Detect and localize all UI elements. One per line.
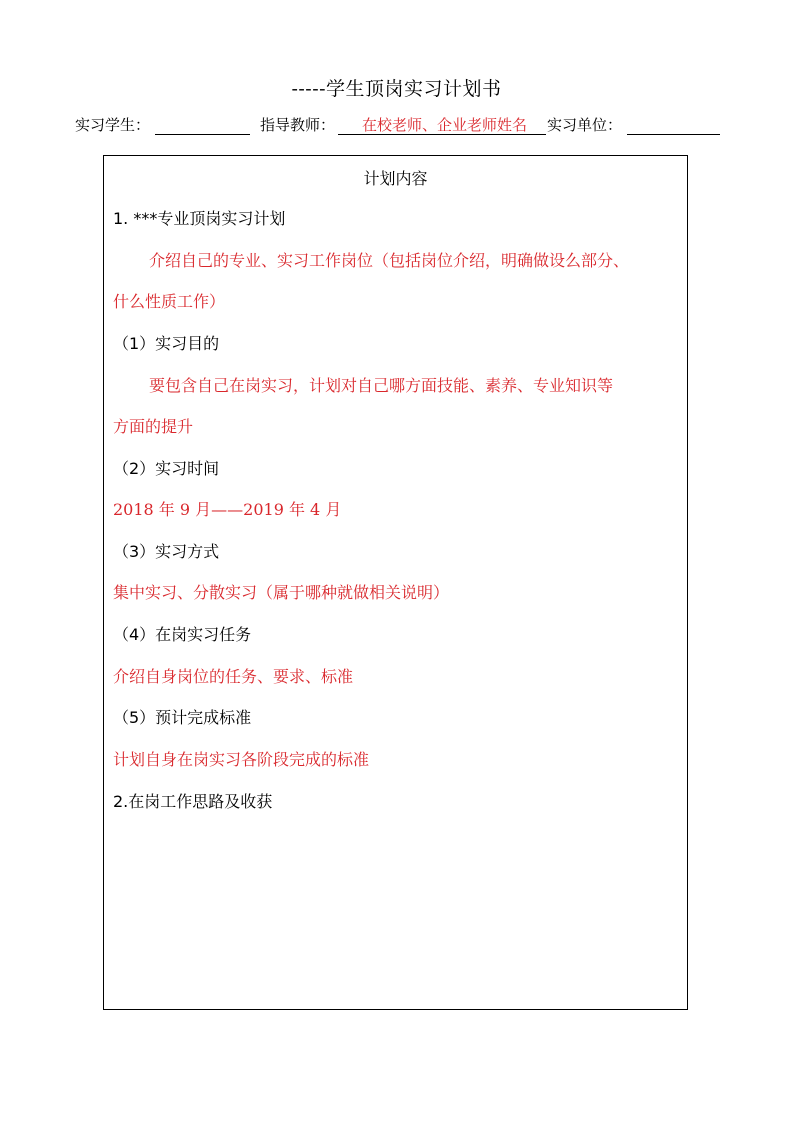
student-field[interactable]	[155, 114, 250, 135]
item4-title: （4）在岗实习任务	[113, 625, 252, 644]
section1-desc-line1: 介绍自己的专业、实习工作岗位（包括岗位介绍，明确做设么部分、	[149, 251, 630, 270]
student-label: 实习学生：	[75, 116, 151, 134]
section1-title: 1. ***专业顶岗实习计划	[113, 209, 286, 228]
item1-desc-line1: 要包含自己在岗实习，计划对自己哪方面技能、素养、专业知识等	[149, 376, 614, 395]
teacher-label: 指导教师：	[260, 116, 336, 134]
item2-title: （2）实习时间	[113, 459, 220, 478]
teacher-name-value: 在校老师、企业老师姓名	[362, 116, 528, 134]
item1-title: （1）实习目的	[113, 334, 220, 353]
unit-label: 实习单位：	[547, 116, 623, 134]
item2-desc: 2018 年 9 月——2019 年 4 月	[113, 500, 342, 519]
section1-desc-line2: 什么性质工作）	[113, 292, 226, 311]
unit-field[interactable]	[627, 114, 720, 135]
plan-content-header: 计划内容	[363, 169, 428, 188]
info-row	[75, 114, 725, 136]
item4-desc: 介绍自身岗位的任务、要求、标准	[113, 667, 354, 686]
item3-title: （3）实习方式	[113, 542, 220, 561]
plan-content-box	[103, 155, 688, 1010]
item5-desc: 计划自身在岗实习各阶段完成的标准	[113, 750, 370, 769]
item3-desc: 集中实习、分散实习（属于哪种就做相关说明）	[113, 583, 450, 602]
item1-desc-line2: 方面的提升	[113, 417, 194, 436]
item5-title: （5）预计完成标准	[113, 708, 252, 727]
page-title: -----学生顶岗实习计划书	[291, 78, 502, 100]
section2-title: 2.在岗工作思路及收获	[113, 792, 273, 811]
